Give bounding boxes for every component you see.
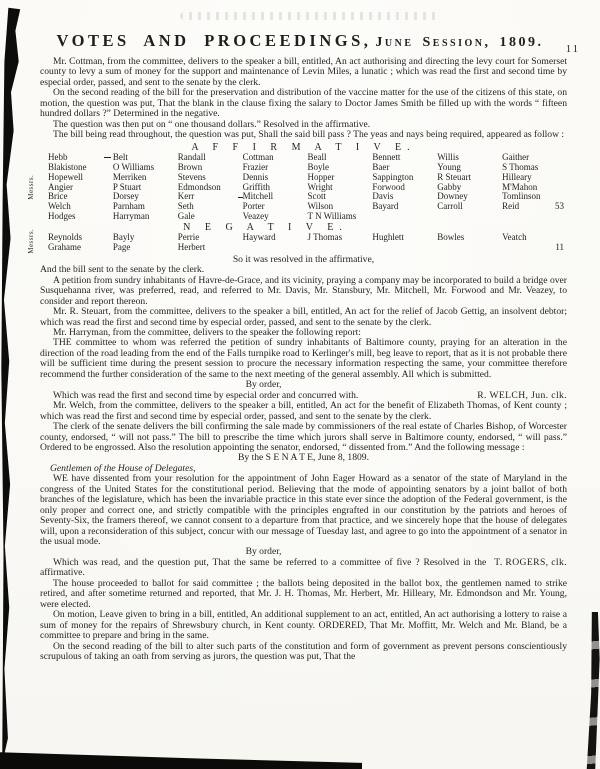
document-session-subtitle: June Session, 1809. — [375, 35, 544, 50]
messrs-label-negative: Messrs. — [26, 228, 35, 254]
voter-name: Hopper — [307, 171, 335, 182]
paragraph: The clerk of the senate delivers the bill confirming the sale made by commissioners of the real estate of Charles Bishop, of Worcester county, endorsed, “ will not pass.” The bill to prescribe the time which jurors shall serve in Baltimore county, endorsed, “ will pass.” Ordered to be engrossed. Also the resolution appointing the senator, endorsed, “ dissented from.” And the following message : — [40, 421, 567, 453]
voter-name: Boyle — [307, 161, 329, 172]
paragraph: Mr. Harryman, from the committee, delivers to the speaker the following report: — [53, 326, 361, 338]
vote-column — [243, 233, 308, 253]
paragraph: By order, — [245, 379, 282, 391]
voter-name: Hughlett — [372, 232, 404, 243]
voter-name: Harryman — [112, 210, 150, 221]
affirmative-columns — [40, 153, 567, 222]
paragraph: Mr. Welch, from the committee, delivers to the speaker a bill, entitled, An act for the benefit of Elizabeth Thomas, of Kent county ; which was read the first and second time by especial order, passed, and sent to the senate by the clerk. — [40, 400, 567, 422]
voter-name: Veazey — [242, 210, 269, 221]
voter-name: Grahame — [48, 242, 81, 252]
scan-bottom-wedge-artifact — [0, 750, 362, 769]
paragraph: The question was then put on “ one thousand dollars.” Resolved in the affirmative. — [53, 118, 371, 130]
voter-name: Porter — [242, 201, 265, 212]
scan-right-edge-artifact — [583, 612, 600, 769]
paragraph: By order, — [245, 546, 282, 558]
paragraph-block-upper — [40, 57, 567, 141]
voter-name: Hebb — [48, 152, 68, 163]
paragraph: By the S E N A T E, June 8, 1809. — [237, 452, 370, 464]
voter-name: J Thomas — [307, 232, 343, 243]
paragraph: The bill being read throughout, the question was put, Shall the said bill pass ? The yeas and nays being required, appeared as follow : — [53, 129, 565, 141]
voter-name: Reid — [502, 201, 520, 212]
vote-column — [437, 233, 502, 253]
voter-name: Downey — [437, 191, 468, 202]
paragraph: WE have dissented from your resolution for the appointment of John Eager Howard as a senator of the state of Maryland in the congress of the United States for the constitutional period. Believing that the mode of appointing senators by a joint ballot of both branches of the legislature, which has been the invariable practice in this state ever since the adoption of the Federal government, is the only proper and correct one, and strictly compatible with the principles engrafted in our constitution by the patriots and heroes of Seventy-Six, the framers thereof, we cannot consent to a departure from that practice, and we sincerely hope that the house of delegates will, upon a reconsideration of this subject, concur with our message of Tuesday last, and agree to go into the appointment of a senator in the usual mode. — [40, 473, 567, 548]
byline-row — [40, 558, 567, 579]
voter-name: Tomlinson — [502, 191, 541, 202]
messrs-label-affirmative: Messrs. — [26, 174, 35, 200]
voter-name: Beall — [307, 152, 327, 163]
voter-name: Angier — [48, 181, 73, 192]
document-title: VOTES AND PROCEEDINGS, — [56, 31, 372, 50]
scan-ink-mark — [104, 157, 111, 159]
vote-column — [48, 153, 113, 222]
voter-name: Edmondson — [177, 181, 221, 192]
paragraph: Mr. Cottman, from the committee, delivers to the speaker a bill, entitled, An act authorising and directing the levy court for Somerset county to levy a sum of money for the support and maintenance of Levin Miles, a lunatic ; which was read the first and second time by especial order, passed, and sent to the senate by the clerk. — [40, 56, 567, 88]
voter-name: Brown — [177, 161, 203, 172]
vote-column — [372, 233, 437, 253]
voter-name: P Stuart — [112, 181, 142, 192]
voter-name: Cottman — [242, 152, 274, 163]
affirmative-header: A F F I R M A T I V E. — [191, 141, 416, 153]
voter-name: Bowles — [437, 232, 465, 243]
clerk-signature: T. ROGERS, clk. — [494, 556, 567, 568]
voter-name: Scott — [307, 191, 327, 202]
paragraph: The house proceeded to ballot for said committee ; the ballots being deposited in the ballot box, the gentlemen named to strike retired, and after sometime returned and reported, that Mr. J. H. Thomas, Mr. Herbert, Mr. Hilleary, Mr. Edmondson and Mr. Young, were elected. — [40, 577, 567, 610]
vote-column — [372, 153, 437, 222]
negative-columns — [40, 233, 567, 253]
voter-name: Perrie — [177, 232, 200, 243]
voter-name: Bennett — [372, 152, 401, 163]
voter-name: Griffith — [242, 181, 270, 192]
paragraph: A petition from sundry inhabitants of Havre-de-Grace, and its vicinity, praying a company may be incorporated to build a bridge over Susquehanna river, was preferred, read, and referred to Mr. Davis, Mr. Stansbury, Mr. Mitchell, Mr. Forwood and Mr. Veazey, to consider and report thereon. — [40, 274, 567, 307]
voter-name: Carroll — [437, 201, 463, 212]
voter-name: Frazier — [242, 161, 269, 172]
voter-name: Hilleary — [502, 171, 532, 182]
paragraph: On the second reading of the bill to alter such parts of the constitution and form of government as prevent persons conscientiously scrupulous of taking an oath from serving as jurors, the question was put, That the — [40, 640, 567, 663]
voter-name: Baer — [372, 161, 390, 172]
voter-name: Randall — [177, 152, 206, 163]
voter-name: Mitchell — [242, 191, 274, 202]
voter-name: Blakistone — [48, 161, 87, 172]
voter-name: Bayly — [112, 232, 135, 243]
voter-name: Kerr — [177, 191, 195, 202]
voter-name: Willis — [437, 152, 459, 163]
voter-name: Parnham — [112, 201, 145, 212]
voter-name: Seth — [177, 201, 194, 212]
voter-name: Dorsey — [112, 191, 139, 202]
paragraph: So it was resolved in the affirmative, — [232, 253, 375, 265]
voter-name: Reynolds — [48, 232, 83, 243]
voter-name: Veatch — [502, 232, 527, 243]
vote-column — [113, 233, 178, 253]
paragraph-text: Which was read, and the question put, That the same be referred to a committee of five ? Resolved in the affirmative. — [40, 556, 487, 579]
voter-name: Hopewell — [48, 171, 83, 182]
paragraph-text: Which was read the first and second time by especial order and concurred with. — [53, 389, 359, 401]
voter-name: Gale — [177, 210, 195, 221]
voter-name: Page — [112, 242, 131, 252]
voter-name: Hodges — [48, 210, 76, 221]
voter-name: Herbert — [177, 242, 206, 252]
paragraph-block-lower — [40, 255, 567, 663]
voter-name: S Thomas — [502, 161, 539, 172]
vote-column — [113, 153, 178, 222]
paragraph: Mr. R. Steuart, from the committee, delivers to the speaker a bill, entitled, An act for the relief of Jacob Gettig, an insolvent debtor; which was read the first and second time by especial order, passed, and sent to the senate by the clerk. — [40, 306, 567, 328]
paragraph: THE committee to whom was referred the petition of sundry inhabitants of Baltimore county, praying for an alteration in the direction of the road leading from the end of the Falls turnpike road to Kerlinger's mill, beg leave to report, that as it is not probable there will be sufficient time during the present session to procure the necessary information respecting the same, your committee therefore recommend the further consideration of the same to the next meeting of the general assembly. All which is submitted. — [40, 337, 567, 380]
voter-name: Wilson — [307, 201, 334, 212]
vote-table — [26, 141, 567, 254]
scan-left-edge-artifact — [0, 0, 22, 769]
vote-column — [308, 233, 373, 253]
vote-column — [243, 153, 308, 222]
paragraph: On the second reading of the bill for the preservation and distribution of the vaccine matter for the use of the citizens of this state, on motion, the question was put, That the blank in the clause fixing the salary to Doctor James Smith be filled up with the words “ fifteen hundred dollars ?” Determined in the negative. — [40, 87, 567, 120]
scan-ink-mark — [238, 197, 243, 199]
voter-name: Wright — [307, 181, 333, 192]
paragraph: On motion, Leave given to bring in a bill, entitled, An additional supplement to an act, entitled, An act authorising a lottery to raise a sum of money for the repairs of Shrewsbury church, in Kent county. ORDERED, That Mr. Moffitt, Mr. Welch and Mr. Bland, be a committee to prepare and bring in the same. — [40, 609, 567, 642]
vote-column — [437, 153, 502, 222]
vote-column — [308, 153, 373, 222]
voter-name: M'Mahon — [502, 181, 538, 192]
paragraph: Gentlemen of the House of Delegates, — [50, 462, 196, 474]
affirmative-count: 53 — [555, 200, 564, 211]
voter-name: O Williams — [112, 161, 155, 172]
vote-column — [178, 153, 243, 222]
voter-name: Belt — [112, 152, 128, 163]
voter-name: R Steuart — [437, 171, 471, 182]
voter-name: Bayard — [372, 201, 399, 212]
clerk-signature: R. WELCH, Jun. clk. — [477, 389, 567, 401]
voter-name: Gaither — [502, 152, 530, 163]
vote-column — [178, 233, 243, 253]
voter-name: Welch — [48, 201, 71, 212]
voter-name: Davis — [372, 191, 394, 202]
voter-name: Stevens — [177, 171, 206, 182]
voter-name: Forwood — [372, 181, 405, 192]
page-number: 11 — [565, 44, 580, 55]
voter-name: Merriken — [112, 171, 147, 182]
voter-name: Hayward — [242, 232, 276, 243]
vote-column — [48, 233, 113, 253]
body-text — [26, 56, 567, 663]
voter-name: Gabby — [437, 181, 462, 192]
voter-name: Dennis — [242, 171, 269, 182]
paragraph: And the bill sent to the senate by the clerk. — [40, 264, 205, 276]
negative-header: N E G A T I V E. — [183, 221, 348, 233]
voter-name: Sappington — [372, 171, 414, 182]
voter-name: Young — [437, 161, 461, 172]
negative-count: 11 — [555, 241, 564, 252]
scan-smudge-artifact — [180, 12, 440, 20]
page-header — [0, 31, 600, 51]
voter-name: T N Williams — [307, 210, 357, 221]
voter-name: Brice — [48, 191, 68, 202]
